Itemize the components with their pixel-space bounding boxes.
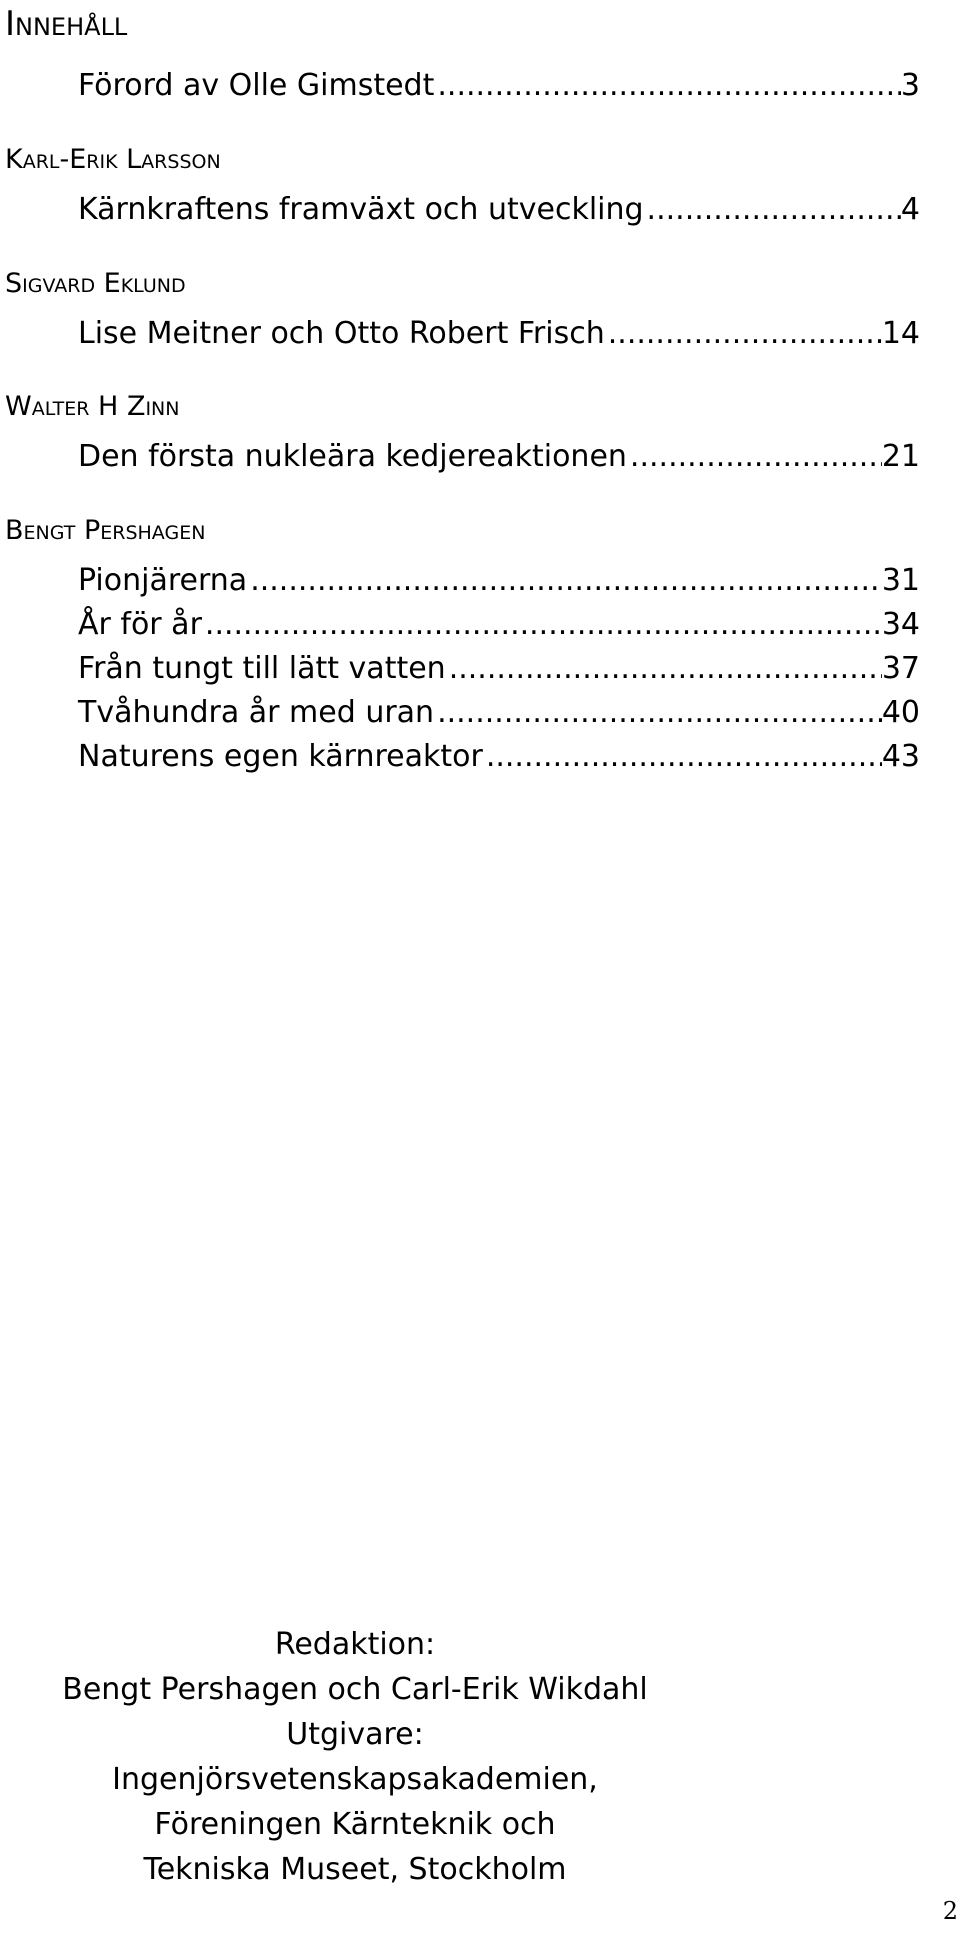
publisher-line: Ingenjörsvetenskapsakademien,: [112, 1762, 598, 1797]
section-author: Karl-Erik Larsson: [5, 144, 221, 175]
dot-leader: [605, 314, 882, 354]
dot-leader: [644, 190, 901, 230]
toc-entry: [78, 314, 920, 354]
dot-leader: [446, 649, 882, 689]
toc-entry-title: Den första nukleära kedjereaktionen: [78, 439, 627, 474]
toc-entry: [78, 561, 920, 601]
toc-entry: [78, 190, 920, 230]
toc-entry-page: 21: [881, 439, 920, 474]
toc-entry-title: Tvåhundra år med uran: [78, 695, 435, 730]
section-author: Walter H Zinn: [5, 391, 180, 422]
toc-entry-foreword: [78, 66, 920, 106]
toc-entry-title: Kärnkraftens framväxt och utveckling: [78, 192, 644, 227]
section-author: Bengt Pershagen: [5, 515, 206, 546]
toc-entry-title: Naturens egen kärnreaktor: [78, 739, 483, 774]
toc-entry: [78, 693, 920, 733]
dot-leader: [434, 66, 901, 106]
publisher-line: Föreningen Kärnteknik och: [154, 1807, 556, 1842]
editors: Bengt Pershagen och Carl-Erik Wikdahl: [62, 1672, 648, 1707]
toc-entry-page: 43: [881, 739, 920, 774]
toc-entry-page: 14: [881, 316, 920, 351]
editorial-label: Redaktion:: [274, 1627, 436, 1662]
toc-entry-page: 40: [881, 695, 920, 730]
dot-leader: [483, 737, 882, 777]
toc-entry-page: 34: [881, 607, 920, 642]
toc-entry-page: 3: [900, 68, 920, 103]
dot-leader: [202, 605, 882, 645]
toc-entry-page: 4: [900, 192, 920, 227]
toc-entry-title: Pionjärerna: [78, 563, 248, 598]
toc-entry: [78, 649, 920, 689]
toc-entry: [78, 437, 920, 477]
dot-leader: [627, 437, 882, 477]
toc-entry-page: 37: [881, 651, 920, 686]
dot-leader: [247, 561, 882, 601]
page-number: 2: [942, 1897, 958, 1925]
toc-entry: [78, 605, 920, 645]
toc-entry: [78, 737, 920, 777]
toc-entry-title: Från tungt till lätt vatten: [78, 651, 446, 686]
publisher-line: Tekniska Museet, Stockholm: [143, 1852, 567, 1887]
toc-entry-title: Förord av Olle Gimstedt: [78, 68, 435, 103]
toc-entry-title: År för år: [78, 607, 202, 642]
dot-leader: [434, 693, 882, 733]
publisher-label: Utgivare:: [286, 1717, 424, 1752]
toc-entry-page: 31: [881, 563, 920, 598]
page-title: Innehåll: [5, 4, 128, 44]
section-author: Sigvard Eklund: [5, 268, 186, 299]
toc-entry-title: Lise Meitner och Otto Robert Frisch: [78, 316, 605, 351]
credits: [0, 1622, 710, 1892]
